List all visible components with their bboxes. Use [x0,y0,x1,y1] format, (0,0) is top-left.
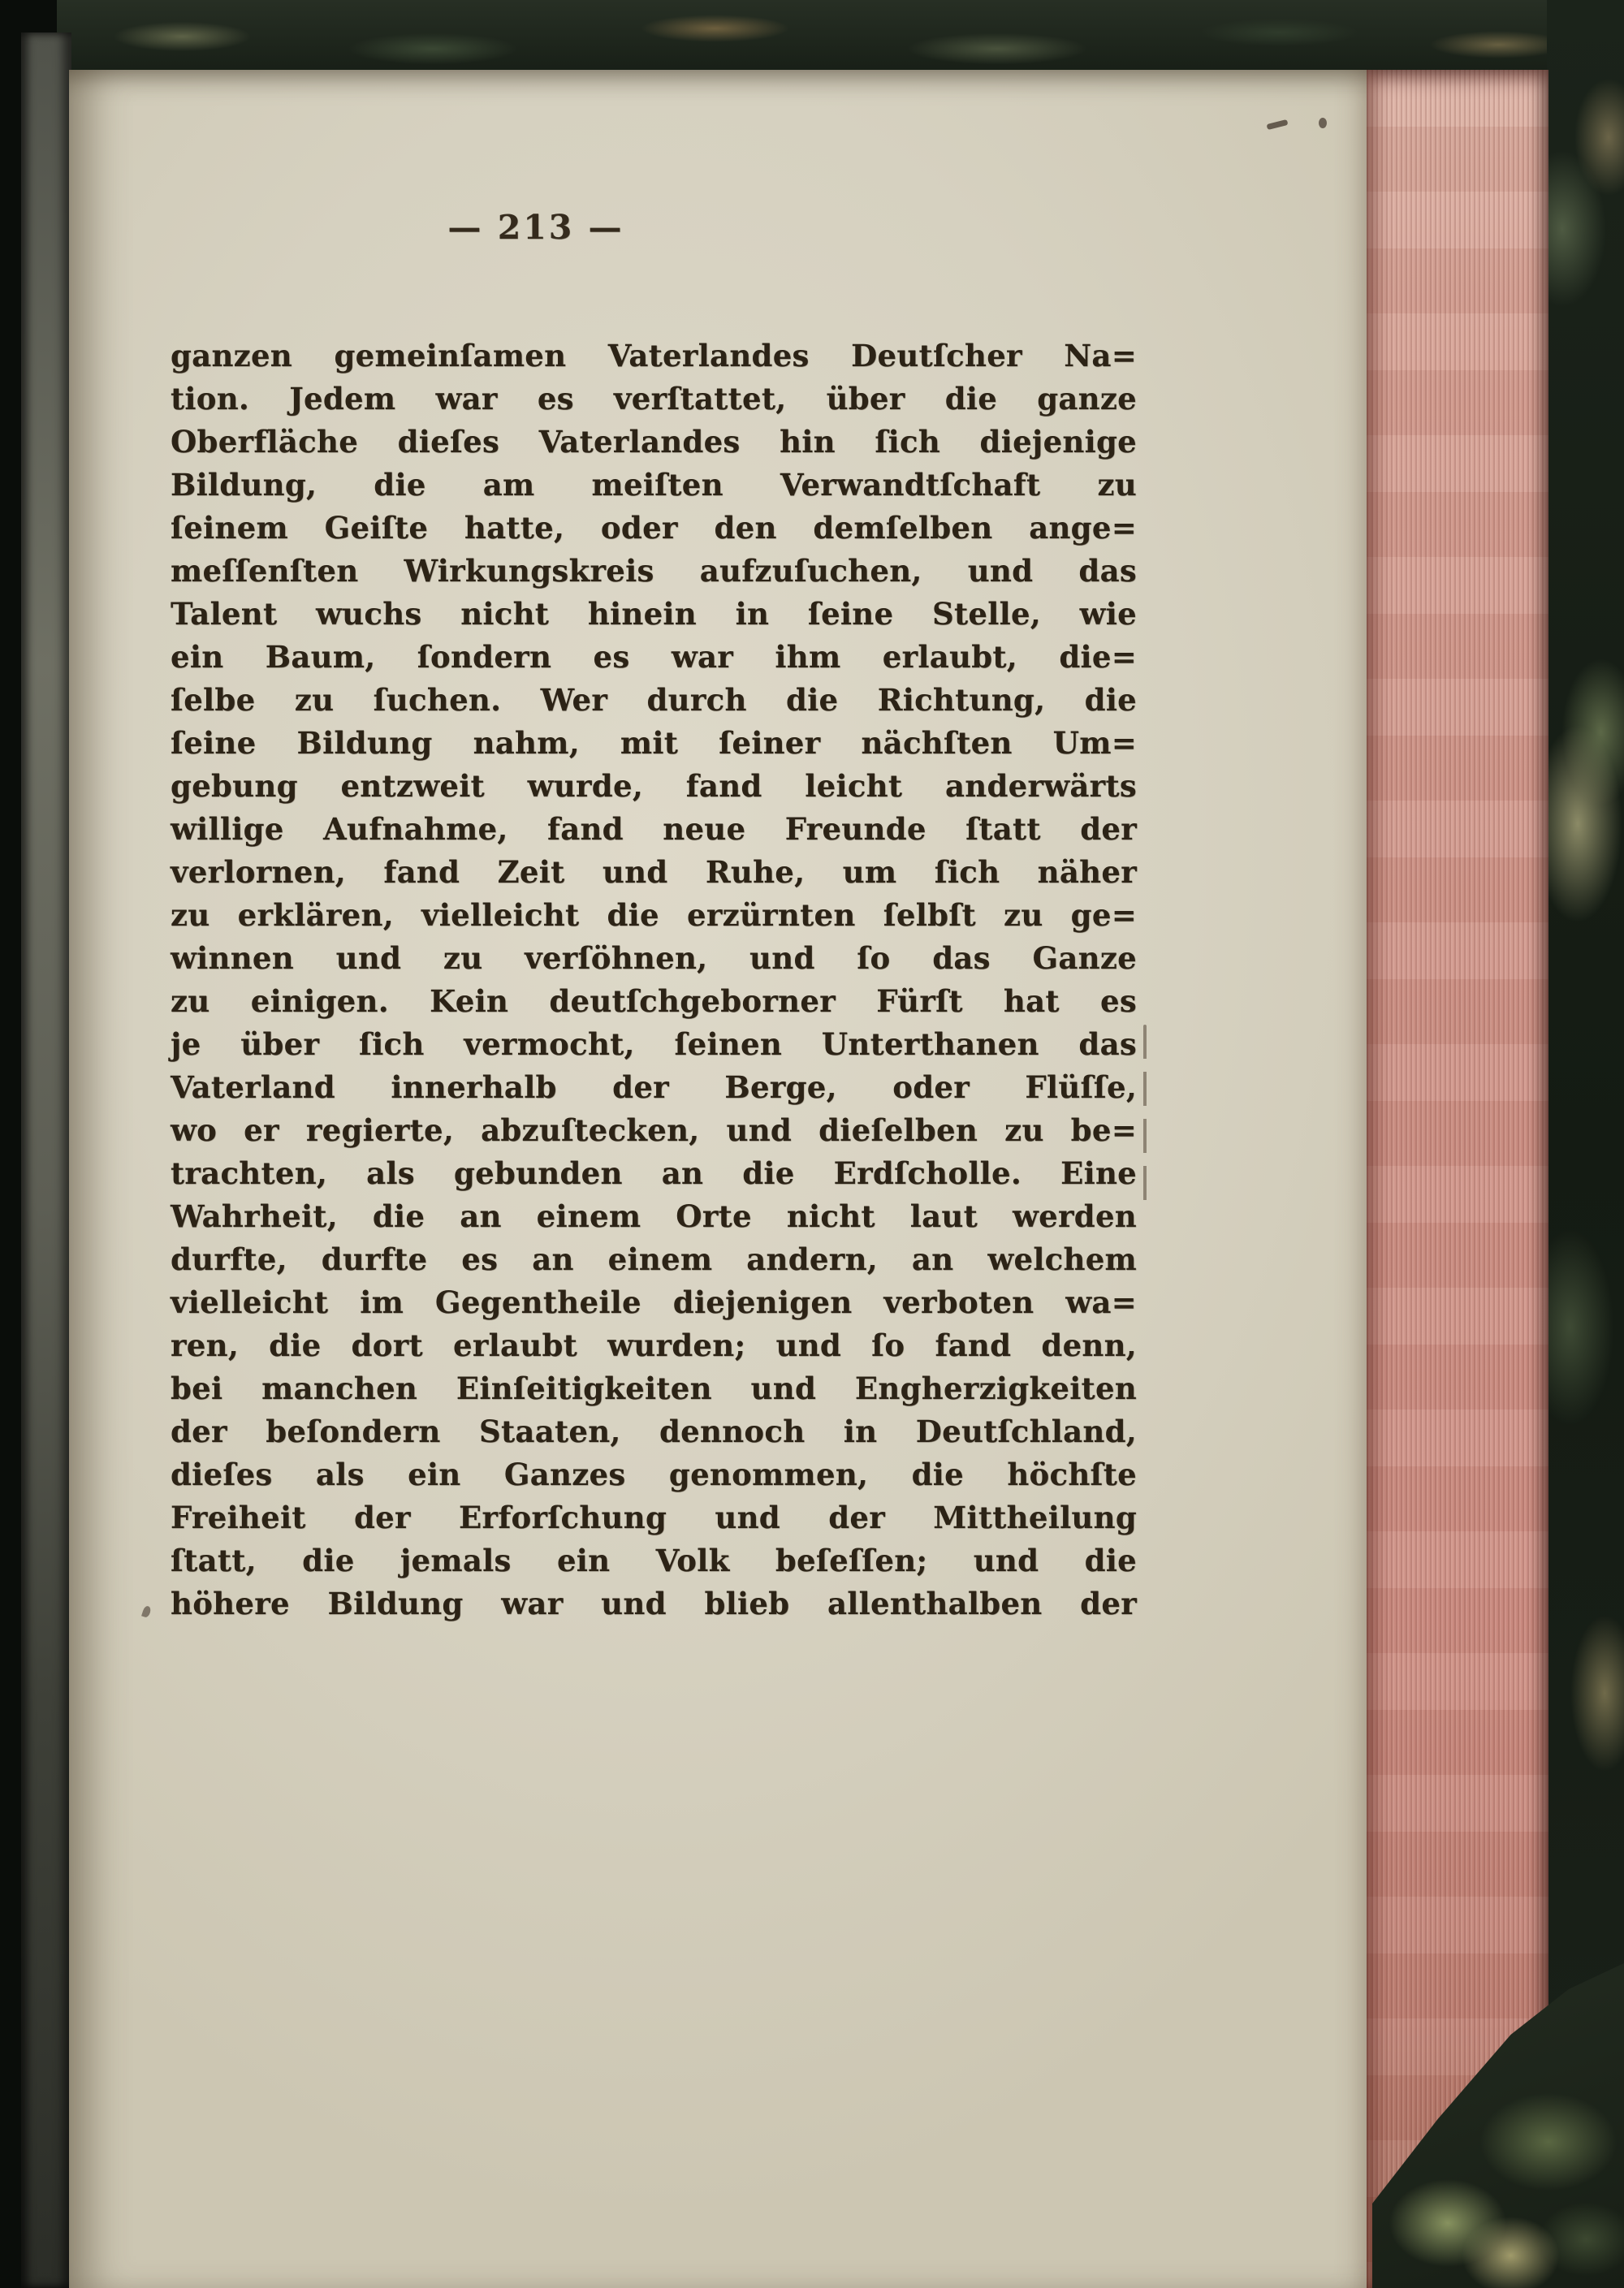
text-line: Freiheit der Erforſchung und der Mittheilung [171,1500,1137,1535]
margin-pencil-mark [1143,1025,1147,1202]
text-line: winnen und zu verſöhnen, und ſo das Ganze [171,940,1137,976]
text-line: wo er regierte, abzuſtecken, und dieſelben zu be= [171,1112,1137,1148]
text-line: der beſondern Staaten, dennoch in Deutſchland, [171,1414,1137,1449]
page-fore-edge [1367,70,1548,2288]
binding-gutter [21,32,71,2288]
text-line: Talent wuchs nicht hinein in ſeine Stelle, wie [171,596,1137,632]
ink-speck [1319,118,1327,128]
text-line: vielleicht im Gegentheile diejenigen verboten wa= [171,1284,1137,1320]
text-line: gebung entzweit wurde, fand leicht anderwärts [171,768,1137,804]
text-line: ganzen gemeinſamen Vaterlandes Deutſcher Na= [171,338,1137,373]
text-line: dieſes als ein Ganzes genommen, die höchſte [171,1457,1137,1492]
text-line: ſelbe zu ſuchen. Wer durch die Richtung, die [171,682,1137,718]
text-line: willige Aufnahme, fand neue Freunde ſtatt der [171,811,1137,847]
text-line: ſeine Bildung nahm, mit ſeiner nächſten Um= [171,725,1137,761]
text-line: ſtatt, die jemals ein Volk beſeſſen; und die [171,1543,1137,1578]
text-line: tion. Jedem war es verſtattet, über die ganze [171,381,1137,417]
page-text [171,335,1137,1625]
book-cover-top-edge [57,0,1624,81]
text-line: bei manchen Einſeitigkeiten und Engherzigkeiten [171,1371,1137,1406]
text-line: Bildung, die am meiſten Verwandtſchaft zu [171,467,1137,503]
text-line: zu einigen. Kein deutſchgeborner Fürſt hat es [171,983,1137,1019]
text-line: höhere Bildung war und blieb allenthalben der [171,1586,1137,1621]
text-line: durfte, durfte es an einem andern, an welchem [171,1241,1137,1277]
page-number: — 213 — [447,208,624,247]
text-line: ein Baum, ſondern es war ihm erlaubt, die= [171,639,1137,675]
text-line: je über ſich vermocht, ſeinen Unterthanen das [171,1026,1137,1062]
text-line: Oberfläche dieſes Vaterlandes hin ſich diejenige [171,424,1137,460]
text-line: ren, die dort erlaubt wurden; und ſo fand denn, [171,1327,1137,1363]
text-line: trachten, als gebunden an die Erdſcholle. Eine [171,1155,1137,1191]
text-line: zu erklären, vielleicht die erzürnten ſelbſt zu ge= [171,897,1137,933]
text-line: Vaterland innerhalb der Berge, oder Flüſſe, [171,1069,1137,1105]
text-line: meſſenſten Wirkungskreis aufzuſuchen, und das [171,553,1137,589]
text-line: verlornen, fand Zeit und Ruhe, um ſich näher [171,854,1137,890]
marbled-cover-edge [1547,0,1624,2288]
text-line: Wahrheit, die an einem Orte nicht laut werden [171,1198,1137,1234]
text-line: ſeinem Geiſte hatte, oder den demſelben ange= [171,510,1137,546]
